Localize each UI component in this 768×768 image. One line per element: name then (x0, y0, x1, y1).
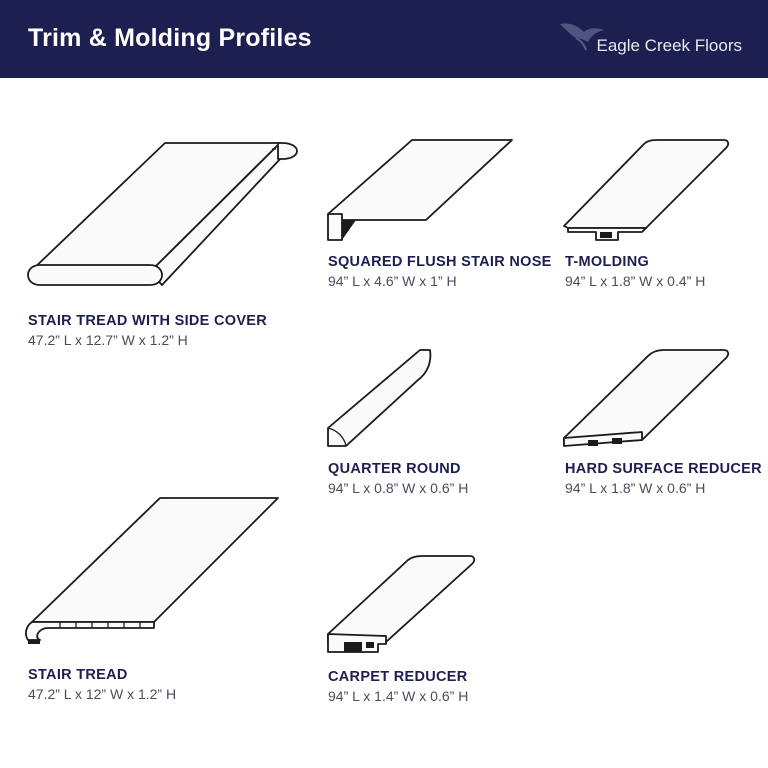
hard-surface-reducer-illustration (558, 344, 738, 454)
product-dimensions: 94” L x 0.8” W x 0.6” H (328, 480, 469, 496)
product-name: CARPET REDUCER (328, 669, 468, 685)
product-quarter-round (328, 461, 468, 496)
squared-flush-stair-nose-illustration (322, 136, 522, 246)
product-stair-tread-side-cover (28, 313, 267, 348)
header-bar (0, 0, 768, 78)
quarter-round-illustration (322, 344, 442, 454)
product-dimensions: 47.2” L x 12.7” W x 1.2” H (28, 332, 188, 348)
product-dimensions: 94” L x 1.8” W x 0.6” H (565, 480, 706, 496)
page-title: Trim & Molding Profiles (28, 24, 312, 52)
product-dimensions: 94” L x 1.8” W x 0.4” H (565, 273, 706, 289)
stair-tread-side-cover-illustration (20, 135, 305, 290)
brand-name: Eagle Creek Floors (596, 36, 742, 55)
product-carpet-reducer (328, 669, 468, 704)
product-name: T-MOLDING (565, 254, 650, 270)
product-name: STAIR TREAD (28, 667, 128, 683)
product-name: QUARTER ROUND (328, 461, 461, 477)
product-name: STAIR TREAD WITH SIDE COVER (28, 313, 268, 329)
product-squared-flush-stair-nose (328, 254, 552, 289)
product-stair-tread (28, 667, 176, 702)
product-dimensions: 94” L x 4.6” W x 1” H (328, 273, 457, 289)
stair-tread-illustration (20, 494, 290, 654)
product-t-molding (565, 254, 705, 289)
product-name: SQUARED FLUSH STAIR NOSE (328, 254, 552, 270)
product-hard-surface-reducer (565, 461, 762, 496)
product-dimensions: 94” L x 1.4” W x 0.6” H (328, 688, 469, 704)
carpet-reducer-illustration (322, 552, 482, 662)
product-dimensions: 47.2” L x 12” W x 1.2” H (28, 686, 177, 702)
product-name: HARD SURFACE REDUCER (565, 461, 762, 477)
t-molding-illustration (558, 136, 738, 246)
